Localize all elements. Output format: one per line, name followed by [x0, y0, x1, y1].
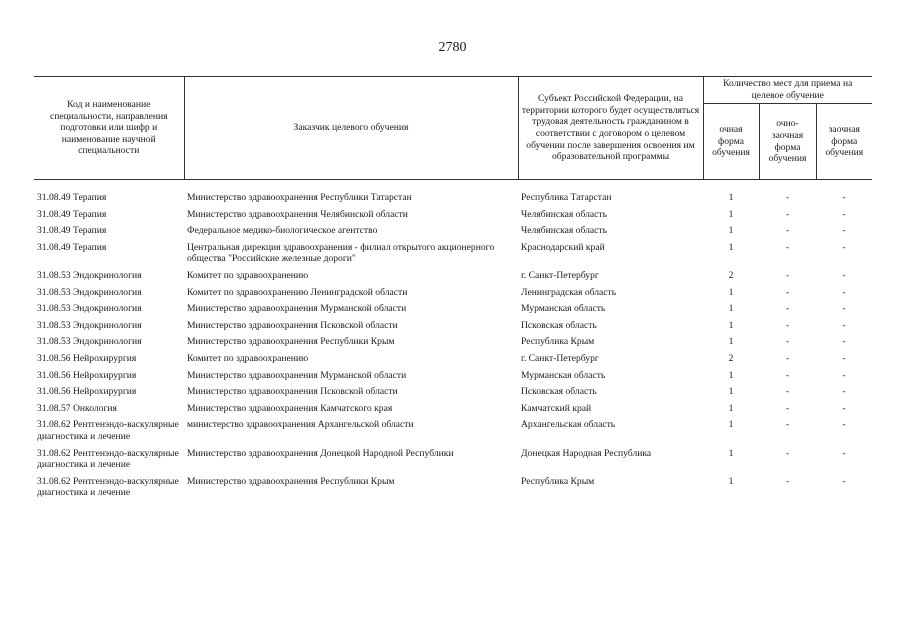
cell-mixed: - — [785, 369, 790, 381]
cell-distance: - — [842, 225, 846, 237]
cell-mixed: - — [785, 386, 790, 398]
cell-customer: министерство здравоохранения Архангельской области — [187, 419, 414, 431]
cell-mixed: - — [785, 303, 790, 315]
cell-mixed: - — [785, 447, 790, 459]
cell-code: 31.08.49 Терапия — [37, 225, 107, 237]
header-fulltime: очная форма обучения — [703, 104, 759, 180]
cell-subject: Челябинская область — [521, 208, 607, 220]
cell-subject: Донецкая Народная Республика — [521, 447, 652, 459]
cell-customer: Комитет по здравоохранению — [187, 352, 309, 364]
cell-customer: Центральная дирекция здравоохранения - филиал открытого акционерного общества "Российские железные дороги" — [187, 241, 495, 265]
cell-subject: Республика Крым — [521, 336, 595, 348]
cell-code: 31.08.49 Терапия — [37, 208, 107, 220]
header-code: Код и наименование специальности, направления подготовки или шифр и наименование научной специальности — [34, 77, 184, 180]
cell-fulltime: 1 — [728, 192, 734, 203]
cell-distance: - — [842, 208, 846, 220]
cell-fulltime: 1 — [728, 319, 734, 331]
cell-customer: Комитет по здравоохранению Ленинградской области — [187, 286, 408, 298]
table-row — [34, 207, 872, 224]
table-row — [34, 368, 872, 385]
cell-fulltime: 1 — [728, 475, 734, 487]
header-distance: заочная форма обучения — [816, 104, 872, 180]
table-row — [34, 240, 872, 268]
cell-subject: Мурманская область — [521, 303, 606, 315]
cell-subject: Псковская область — [521, 319, 597, 331]
cell-customer: Министерство здравоохранения Челябинской области — [187, 208, 408, 220]
cell-customer: Комитет по здравоохранению — [187, 269, 309, 281]
cell-fulltime: 2 — [728, 269, 734, 281]
cell-distance: - — [842, 269, 846, 281]
cell-distance: - — [842, 402, 846, 414]
cell-distance: - — [842, 336, 846, 348]
cell-subject: Республика Татарстан — [521, 192, 612, 203]
table-row — [34, 474, 872, 502]
cell-code: 31.08.62 Рентгенэндо-васкулярные диагностика и лечение — [37, 419, 179, 442]
cell-distance: - — [842, 386, 846, 398]
cell-distance: - — [842, 192, 846, 203]
cell-subject: Челябинская область — [521, 225, 607, 237]
cell-customer: Министерство здравоохранения Республики Крым — [187, 475, 395, 487]
cell-fulltime: 1 — [728, 208, 734, 220]
table-header — [34, 77, 872, 180]
cell-code: 31.08.53 Эндокринология — [37, 336, 142, 348]
cell-code: 31.08.56 Нейрохирургия — [37, 352, 137, 364]
cell-code: 31.08.56 Нейрохирургия — [37, 369, 137, 381]
cell-mixed: - — [785, 241, 790, 253]
cell-distance: - — [842, 369, 846, 381]
cell-fulltime: 1 — [728, 303, 734, 315]
header-places: Количество мест для приема на целевое обучение — [703, 77, 872, 104]
cell-distance: - — [842, 447, 846, 459]
cell-mixed: - — [785, 402, 790, 414]
table-row — [34, 334, 872, 351]
cell-customer: Министерство здравоохранения Республики Крым — [187, 336, 395, 348]
cell-fulltime: 1 — [728, 386, 734, 398]
admission-table — [34, 76, 872, 502]
table-row — [34, 446, 872, 474]
cell-subject: Псковская область — [521, 386, 597, 398]
cell-mixed: - — [785, 319, 790, 331]
table-row — [34, 268, 872, 285]
cell-code: 31.08.53 Эндокринология — [37, 319, 142, 331]
cell-fulltime: 1 — [728, 336, 734, 348]
cell-mixed: - — [785, 419, 790, 431]
cell-customer: Министерство здравоохранения Псковской области — [187, 386, 398, 398]
cell-code: 31.08.56 Нейрохирургия — [37, 386, 137, 398]
table-row — [34, 285, 872, 302]
cell-customer: Министерство здравоохранения Псковской области — [187, 319, 398, 331]
cell-distance: - — [842, 352, 846, 364]
cell-code: 31.08.53 Эндокринология — [37, 286, 142, 298]
cell-mixed: - — [785, 286, 790, 298]
cell-subject: Мурманская область — [521, 369, 606, 381]
cell-fulltime: 1 — [728, 286, 734, 298]
table-row — [34, 301, 872, 318]
cell-fulltime: 1 — [728, 447, 734, 459]
cell-customer: Министерство здравоохранения Донецкой Народной Республики — [187, 447, 454, 459]
table-row — [34, 351, 872, 368]
cell-distance: - — [842, 475, 846, 487]
cell-code: 31.08.62 Рентгенэндо-васкулярные диагностика и лечение — [37, 475, 179, 499]
cell-distance: - — [842, 241, 846, 253]
cell-code: 31.08.62 Рентгенэндо-васкулярные диагностика и лечение — [37, 447, 179, 471]
cell-customer: Министерство здравоохранения Республики Татарстан — [187, 192, 412, 203]
table-row — [34, 190, 872, 207]
cell-distance: - — [842, 319, 846, 331]
table-row — [34, 417, 872, 445]
header-subject: Субъект Российской Федерации, на территории которого будет осуществляться трудовая деятельность гражданином в соответствии с договором о целевом обучении после завершения освоения им образовательной программы — [518, 77, 703, 180]
cell-subject: г. Санкт-Петербург — [521, 269, 599, 281]
table-row — [34, 384, 872, 401]
cell-code: 31.08.49 Терапия — [37, 192, 107, 203]
cell-mixed: - — [785, 336, 790, 348]
cell-subject: Республика Крым — [521, 475, 595, 487]
page-number: 2780 — [438, 40, 467, 55]
cell-mixed: - — [785, 208, 790, 220]
table-row — [34, 223, 872, 240]
cell-customer: Министерство здравоохранения Мурманской области — [187, 303, 407, 315]
cell-distance: - — [842, 286, 846, 298]
cell-mixed: - — [785, 192, 790, 203]
cell-distance: - — [842, 303, 846, 315]
cell-subject: Ленинградская область — [521, 286, 617, 298]
table-body — [34, 180, 872, 502]
cell-mixed: - — [785, 269, 790, 281]
cell-code: 31.08.53 Эндокринология — [37, 269, 142, 281]
table-row — [34, 318, 872, 335]
cell-fulltime: 1 — [728, 225, 734, 237]
cell-code: 31.08.49 Терапия — [37, 241, 107, 253]
cell-distance: - — [842, 419, 846, 431]
cell-customer: Министерство здравоохранения Мурманской области — [187, 369, 407, 381]
cell-fulltime: 1 — [728, 402, 734, 414]
cell-mixed: - — [785, 352, 790, 364]
header-mixed: очно-заочная форма обучения — [759, 104, 816, 180]
table-row — [34, 401, 872, 418]
cell-customer: Министерство здравоохранения Камчатского края — [187, 402, 393, 414]
cell-subject: Архангельская область — [521, 419, 616, 431]
header-customer: Заказчик целевого обучения — [184, 77, 518, 180]
cell-code: 31.08.53 Эндокринология — [37, 303, 142, 315]
cell-fulltime: 1 — [728, 419, 734, 431]
cell-subject: Камчатский край — [521, 402, 592, 414]
cell-fulltime: 2 — [728, 352, 734, 364]
cell-fulltime: 1 — [728, 369, 734, 381]
cell-customer: Федеральное медико-биологическое агентство — [187, 225, 378, 237]
cell-mixed: - — [785, 475, 790, 487]
cell-subject: Краснодарский край — [521, 241, 605, 253]
cell-fulltime: 1 — [728, 241, 734, 253]
cell-mixed: - — [785, 225, 790, 237]
cell-subject: г. Санкт-Петербург — [521, 352, 599, 364]
cell-code: 31.08.57 Онкология — [37, 402, 117, 414]
